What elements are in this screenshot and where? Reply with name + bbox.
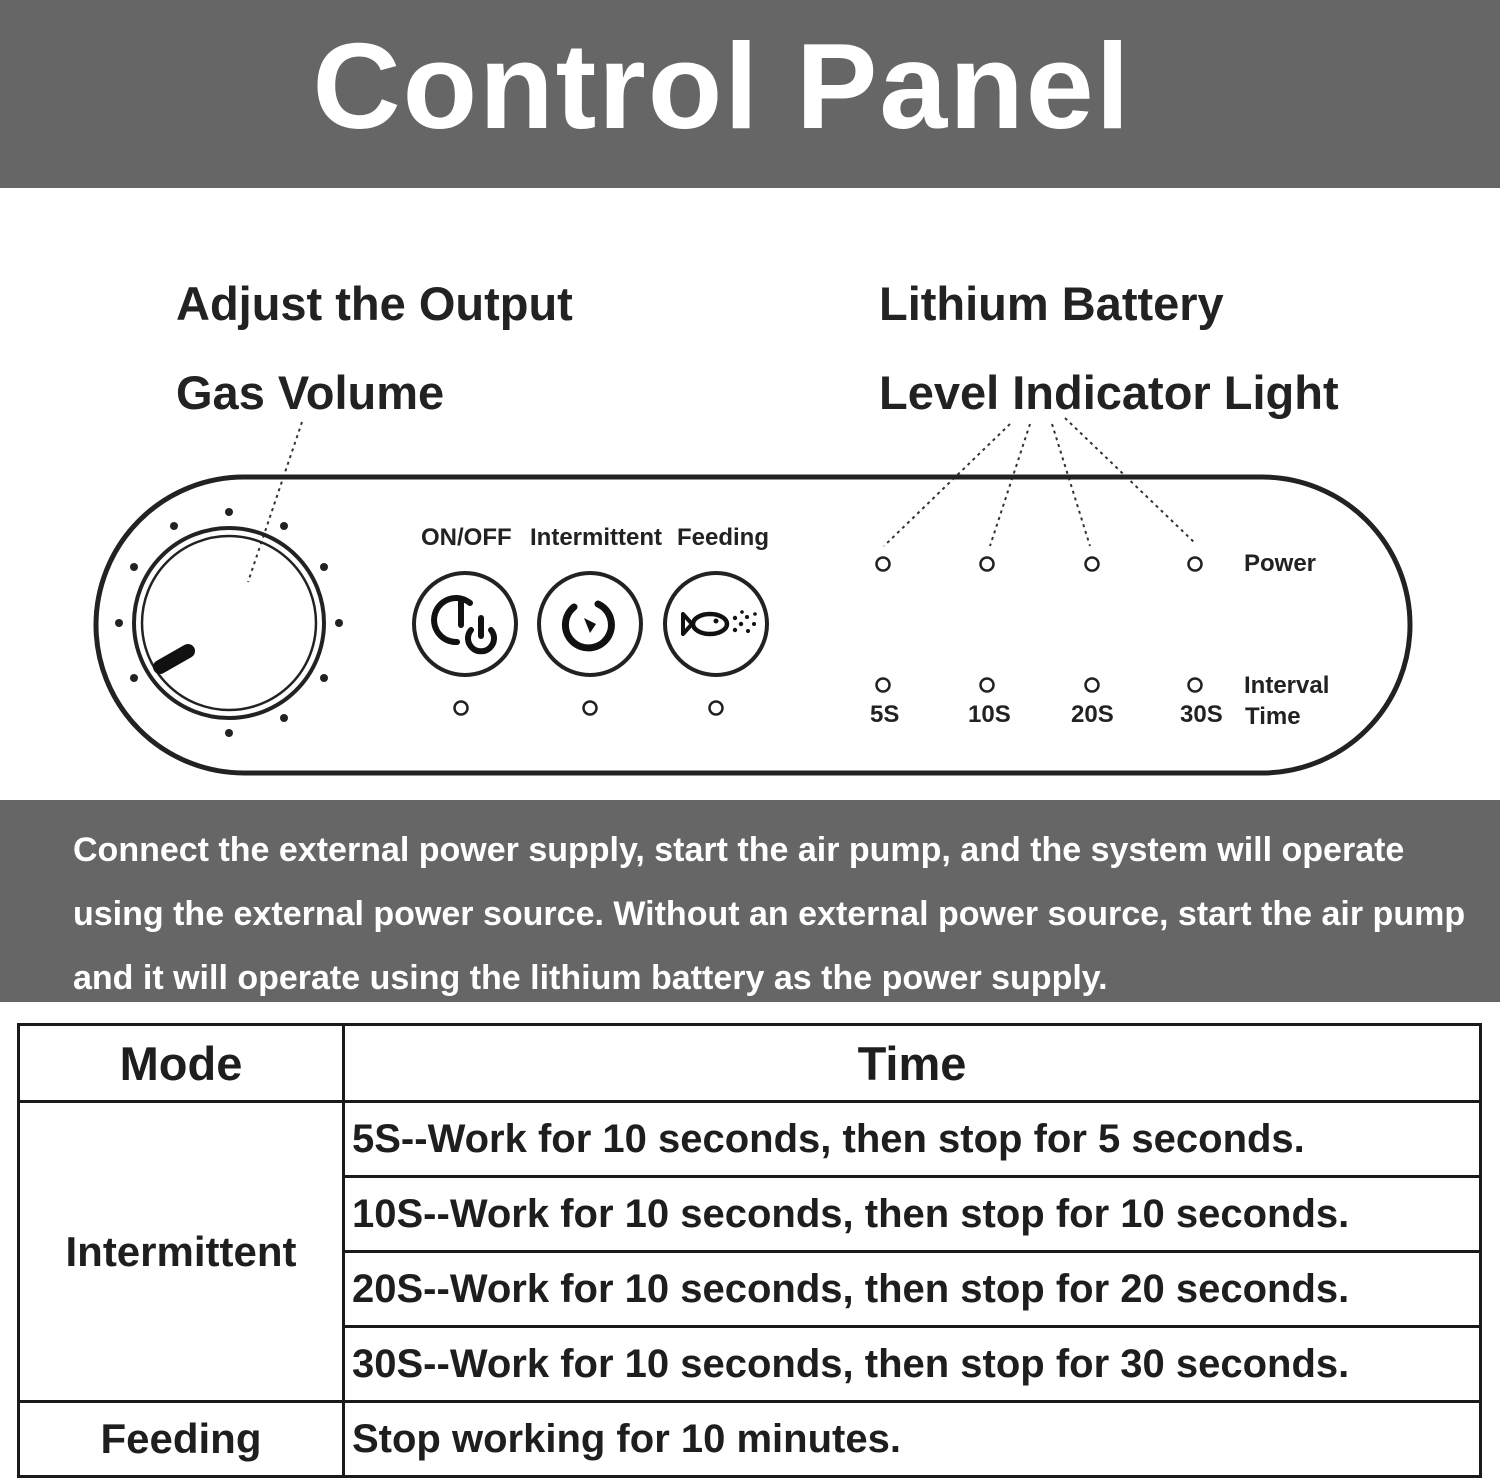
output-label-line1: Adjust the Output	[176, 277, 573, 330]
feeding-button[interactable]	[665, 573, 767, 675]
table-header-row	[19, 1025, 1481, 1102]
interval-20s-label: 20S	[1071, 701, 1114, 728]
mode-table	[17, 1023, 1482, 1478]
battery-level-lights	[877, 558, 1202, 571]
interval-5s-label: 5S	[870, 701, 900, 728]
intermittent-button[interactable]	[539, 573, 641, 675]
mode-intermittent: Intermittent	[19, 1102, 344, 1402]
knob-scale-dots	[115, 508, 343, 737]
time-10s: 10S--Work for 10 seconds, then stop for 10 seconds.	[344, 1177, 1481, 1252]
header-time: Time	[344, 1025, 1481, 1102]
table-row	[19, 1402, 1481, 1477]
interval-30s-label: 30S	[1180, 701, 1223, 728]
button-indicators	[455, 702, 723, 715]
info-band	[0, 800, 1500, 1002]
feeding-label: Feeding	[677, 524, 770, 551]
battery-label-line2: Level Indicator Light	[879, 366, 1339, 419]
interval-10s-label: 10S	[968, 701, 1011, 728]
info-text: Connect the external power supply, start the air pump, and the system will operate using the external power source. Without an external power source, start the air pump and it will operate using the lithium battery as the power supply.	[73, 831, 1466, 997]
output-knob[interactable]	[134, 528, 324, 718]
table-row	[19, 1102, 1481, 1177]
page-title: Control Panel	[312, 18, 1132, 154]
intermittent-label: Intermittent	[530, 524, 662, 551]
leader-lines	[248, 418, 1196, 582]
time-feeding: Stop working for 10 minutes.	[344, 1402, 1481, 1477]
mode-feeding: Feeding	[19, 1402, 344, 1477]
onoff-label: ON/OFF	[421, 524, 512, 551]
power-label: Power	[1244, 550, 1317, 577]
output-label-line2: Gas Volume	[176, 366, 445, 419]
interval-label-line1: Interval	[1244, 672, 1330, 699]
time-30s: 30S--Work for 10 seconds, then stop for 30 seconds.	[344, 1327, 1481, 1402]
interval-lights	[877, 679, 1202, 692]
power-button[interactable]	[414, 573, 516, 675]
interval-label-line2: Time	[1245, 703, 1301, 730]
header-mode: Mode	[19, 1025, 344, 1102]
battery-label-line1: Lithium Battery	[879, 277, 1224, 330]
time-5s: 5S--Work for 10 seconds, then stop for 5 seconds.	[344, 1102, 1481, 1177]
time-20s: 20S--Work for 10 seconds, then stop for 20 seconds.	[344, 1252, 1481, 1327]
